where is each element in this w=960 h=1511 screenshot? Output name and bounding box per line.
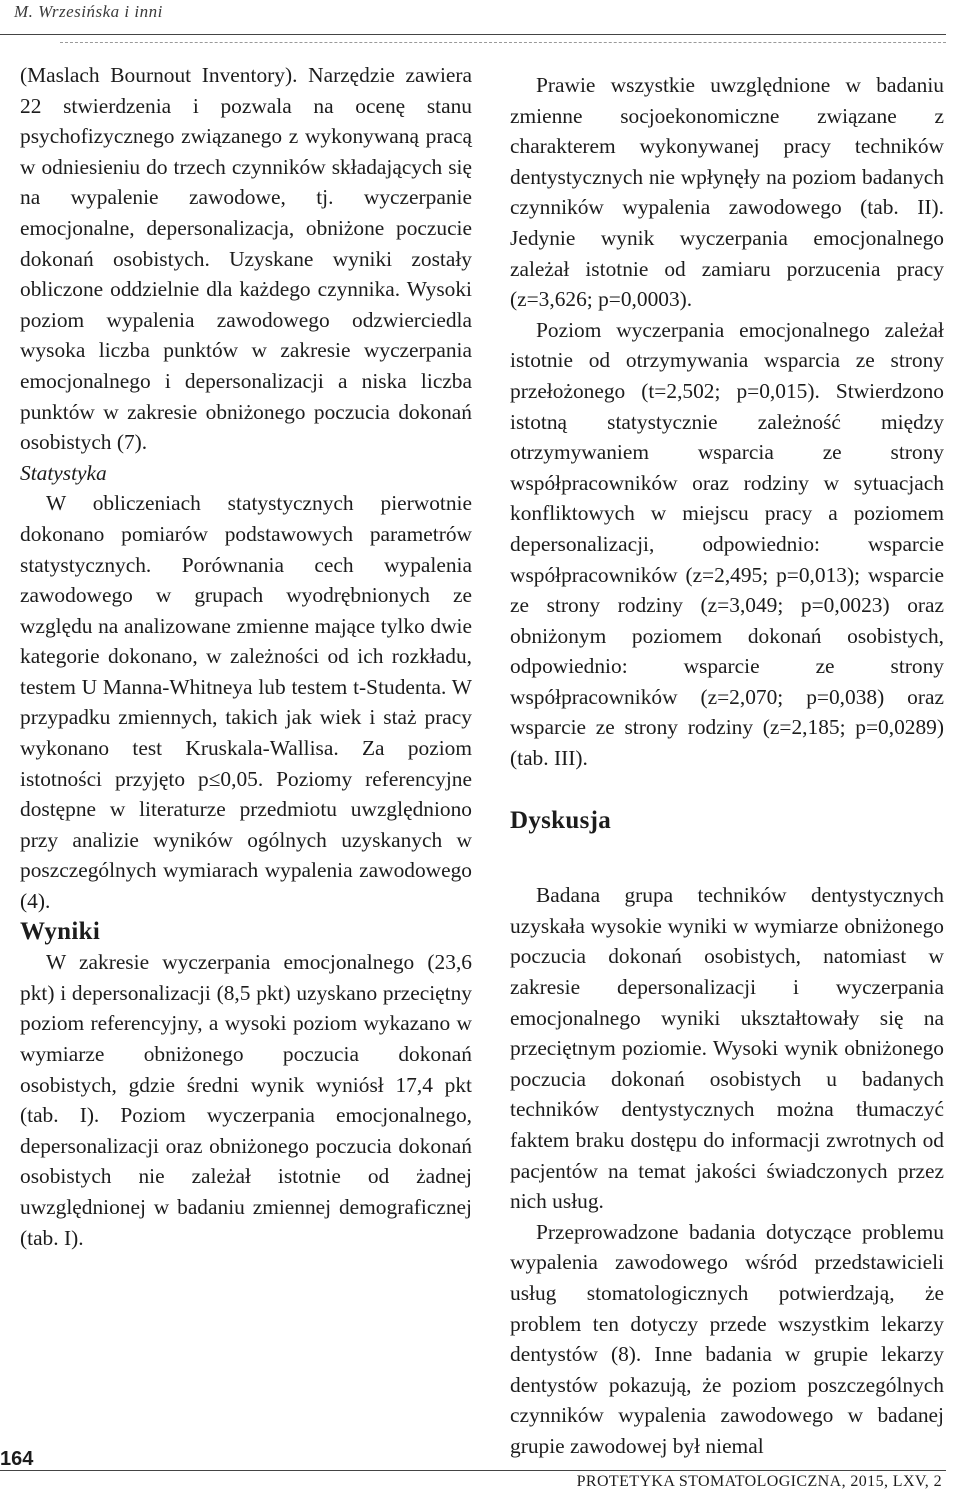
header-divider-dashed <box>60 42 946 43</box>
right-column <box>510 70 944 1462</box>
paragraph-mbi-description: (Maslach Bournout Inventory). Narzędzie zawiera 22 stwierdzenia i pozwala na ocenę stanu psychofizycznego związanego z wykonywaną pracą w odniesieniu do trzech czynników składających się na wypalenie zawodowe, tj. wyczerpanie emocjonalne, depersonalizacja, obniżone poczucie dokonań osobistych. Uzyskane wyniki zostały obliczone oddzielnie dla każdego czynnika. Wysoki poziom wypalenia zawodowego odzwierciedla wysoka liczba punktów w zakresie wyczerpania emocjonalnego i depersonalizacji a niska liczba punktów w zakresie obniżonego poczucia dokonań osobistych (7). <box>20 63 472 455</box>
paragraph-wyniki: W zakresie wyczerpania emocjonalnego (23,6 pkt) i depersonalizacji (8,5 pkt) uzyskano przeciętny poziom referencyjny, a wysoki poziom wykazano w wymiarze obniżonego poczucia dokonań osobistych, gdzie średni wynik wyniósł 17,4 pkt (tab. I). Poziom wyczerpania emocjonalnego, depersonalizacji oraz obniżonego poczucia dokonań osobistych nie zależał istotnie od żadnej uwzględnionej w badaniu zmiennej demograficznej (tab. I). <box>20 950 472 1250</box>
running-header-author: M. Wrzesińska i inni <box>14 2 163 21</box>
page-number: 164 <box>0 1448 34 1470</box>
paragraph-dyskusja-2: Przeprowadzone badania dotyczące problemu wypalenia zawodowego wśród przedstawicieli usług stomatologicznych potwierdzają, że problem ten dotyczy przede wszystkim lekarzy dentystów (8). Inne badania w grupie lekarzy dentystów pokazują, że poziom poszczególnych czynników wypalenia zawodowego w badanej grupie zawodowej był niemal <box>510 1219 944 1458</box>
paragraph-support: Poziom wyczerpania emocjonalnego zależał istotnie od otrzymywania wsparcia ze strony przełożonego (t=2,502; p=0,015). Stwierdzono istotną statystycznie zależność między otrzymywaniem wsparcia ze strony współpracowników oraz rodziny w sytuacjach konfliktowych w miejscu pracy a poziomem depersonalizacji, odpowiednio: wsparcie współpracowników (z=2,495; p=0,013); wsparcie ze strony rodziny (z=3,049; p=0,0023) oraz obniżonym poziomem dokonań osobistych, odpowiednio: wsparcie ze strony współpracowników (z=2,070; p=0,038) oraz wsparcie ze strony rodziny (z=2,185; p=0,0289) (tab. III). <box>510 317 944 771</box>
left-column <box>20 60 472 1253</box>
footer-divider <box>0 1470 946 1471</box>
journal-citation: PROTETYKA STOMATOLOGICZNA, 2015, LXV, 2 <box>576 1473 942 1490</box>
section-heading-dyskusja: Dyskusja <box>510 806 612 834</box>
header-divider <box>0 34 946 35</box>
section-heading-statystyka: Statystyka <box>20 460 107 485</box>
paragraph-dyskusja-1: Badana grupa techników dentystycznych uzyskała wysokie wyniki w wymiarze obniżonego poczucia dokonań osobistych, natomiast w zakresie depersonalizacji i wyczerpania emocjonalnego wyniki ukształtowały się na przeciętnym poziomie. Wysoki wynik obniżonego poczucia dokonań osobistych u badanych techników dentystycznych można tłumaczyć faktem braku dostępu do informacji zwrotnych od pacjentów na temat jakości świadczonych przez nich usług. <box>510 883 944 1214</box>
paragraph-socioeconomic: Prawie wszystkie uwzględnione w badaniu zmienne socjoekonomiczne związane z charakterem wykonywanej pracy techników dentystycznych nie wpłynęły na poziom badanych czynników wypalenia zawodowego (tab. II). Jedynie wynik wyczerpania emocjonalnego zależał istotnie od zamiaru porzucenia pracy (z=3,626; p=0,0003). <box>510 73 944 312</box>
paragraph-statystyka: W obliczeniach statystycznych pierwotnie dokonano pomiarów podstawowych parametrów statystycznych. Porównania cech wypalenia zawodowego w grupach wyodrębnionych ze względu na analizowane zmienne mające tylko dwie kategorie dokonano, w zależności od ich rozkładu, testem U Manna-Whitneya lub testem t-Studenta. W przypadku zmiennych, takich jak wiek i staż pracy wykonano test Kruskala-Wallisa. Za poziom istotności przyjęto p≤0,05. Poziomy referencyjne dostępne w literaturze przedmiotu uwzględniono przy analizie wyników ogólnych uzyskanych w poszczególnych wymiarach wypalenia zawodowego (4). <box>20 491 472 914</box>
section-heading-wyniki: Wyniki <box>20 917 101 945</box>
